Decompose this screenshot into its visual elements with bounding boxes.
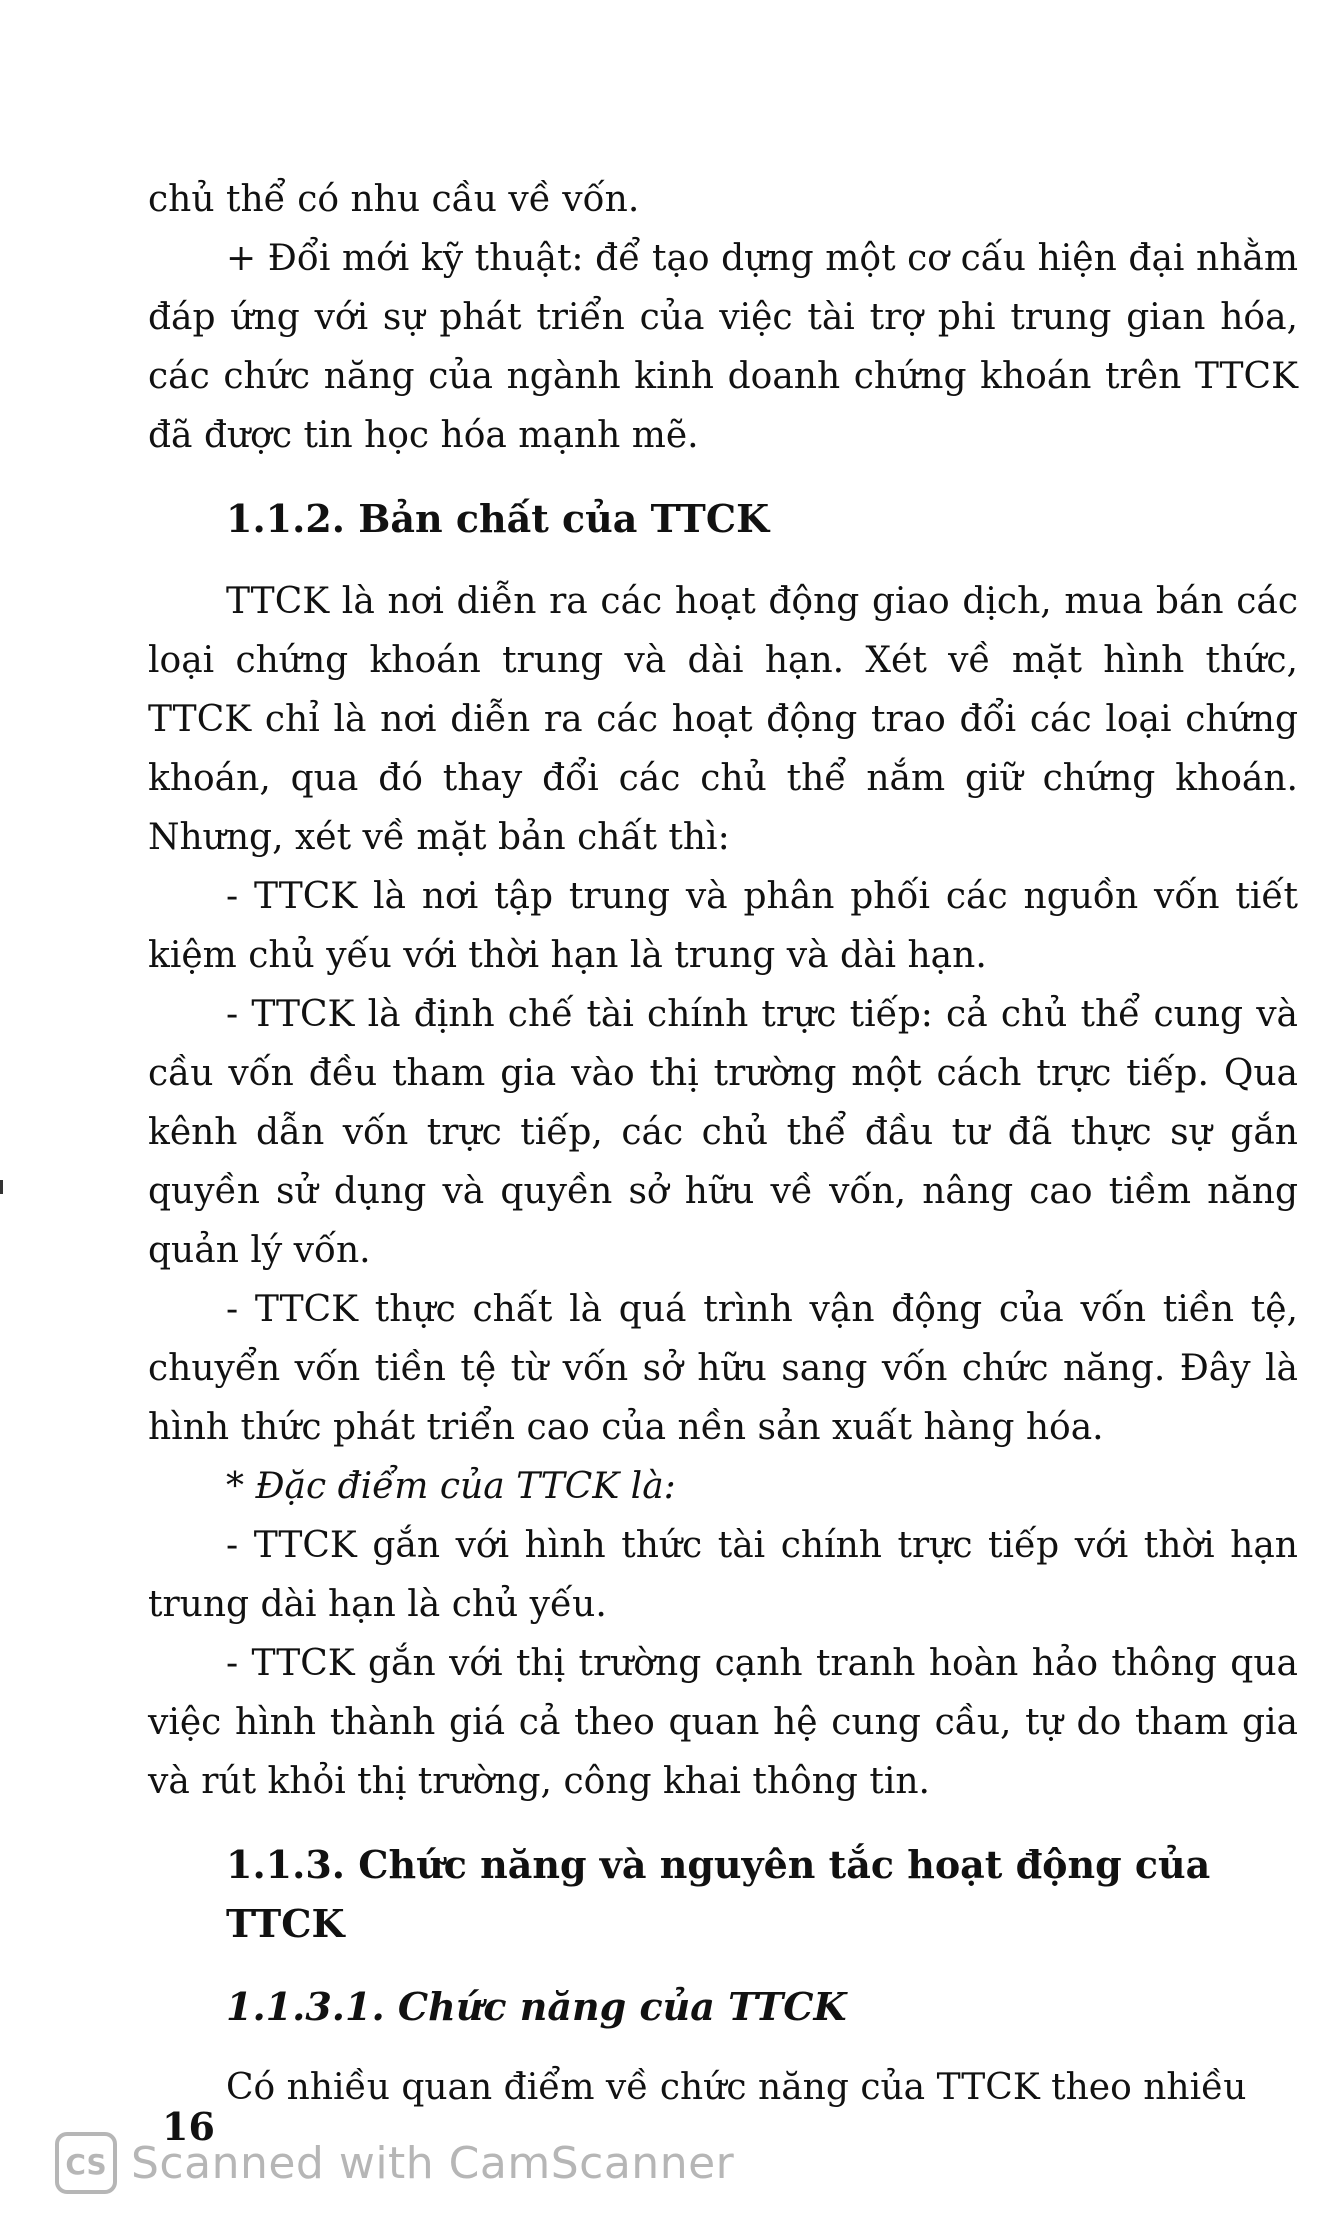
section-heading-1-1-3: 1.1.3. Chức năng và nguyên tắc hoạt động của TTCK: [226, 1842, 1211, 1946]
section-112-paragraph-3: - TTCK là định chế tài chính trực tiếp: cả chủ thể cung và cầu vốn đều tham gia vào thị trường một cách trực tiếp. Qua kênh dẫn vốn trực tiếp, các chủ thể đầu tư đã thực sự gắn quyền sử dụng và quyền sở hữu về vốn, nâng cao tiềm năng quản lý vốn.: [148, 994, 1298, 1271]
section-heading-1-1-3-1: 1.1.3.1. Chức năng của TTCK: [226, 1984, 847, 2029]
camscanner-logo-icon: [55, 2132, 117, 2194]
section-heading-1-1-2: 1.1.2. Bản chất của TTCK: [226, 496, 770, 541]
camscanner-logo-text: CS: [65, 2148, 107, 2181]
camscanner-watermark: [55, 2132, 734, 2194]
section-1131-paragraph-1: Có nhiều quan điểm về chức năng của TTCK theo nhiều: [226, 2067, 1247, 2108]
section-112-paragraph-4: - TTCK thực chất là quá trình vận động của vốn tiền tệ, chuyển vốn tiền tệ từ vốn sở hữu sang vốn chức năng. Đây là hình thức phát triển cao của nền sản xuất hàng hóa.: [148, 1289, 1298, 1448]
characteristics-label: * Đặc điểm của TTCK là:: [226, 1466, 676, 1507]
intro-paragraph-2: + Đổi mới kỹ thuật: để tạo dựng một cơ cấu hiện đại nhằm đáp ứng với sự phát triển của việc tài trợ phi trung gian hóa, các chức năng của ngành kinh doanh chứng khoán trên TTCK đã được tin học hóa mạnh mẽ.: [148, 238, 1298, 456]
intro-paragraph-1: chủ thể có nhu cầu về vốn.: [148, 179, 640, 220]
page-number: 16: [162, 2104, 215, 2149]
watermark-text: Scanned with CamScanner: [131, 2137, 735, 2189]
scan-edge-mark: [0, 1180, 3, 1194]
section-112-paragraph-6: - TTCK gắn với thị trường cạnh tranh hoàn hảo thông qua việc hình thành giá cả theo quan hệ cung cầu, tự do tham gia và rút khỏi thị trường, công khai thông tin.: [148, 1643, 1298, 1802]
page-content: [148, 170, 1298, 2117]
section-112-paragraph-2: - TTCK là nơi tập trung và phân phối các nguồn vốn tiết kiệm chủ yếu với thời hạn là trung và dài hạn.: [148, 876, 1298, 976]
section-112-paragraph-1: TTCK là nơi diễn ra các hoạt động giao dịch, mua bán các loại chứng khoán trung và dài hạn. Xét về mặt hình thức, TTCK chỉ là nơi diễn ra các hoạt động trao đổi các loại chứng khoán, qua đó thay đổi các chủ thể nắm giữ chứng khoán. Nhưng, xét về mặt bản chất thì:: [148, 581, 1298, 858]
section-112-paragraph-5: - TTCK gắn với hình thức tài chính trực tiếp với thời hạn trung dài hạn là chủ yếu.: [148, 1525, 1298, 1625]
